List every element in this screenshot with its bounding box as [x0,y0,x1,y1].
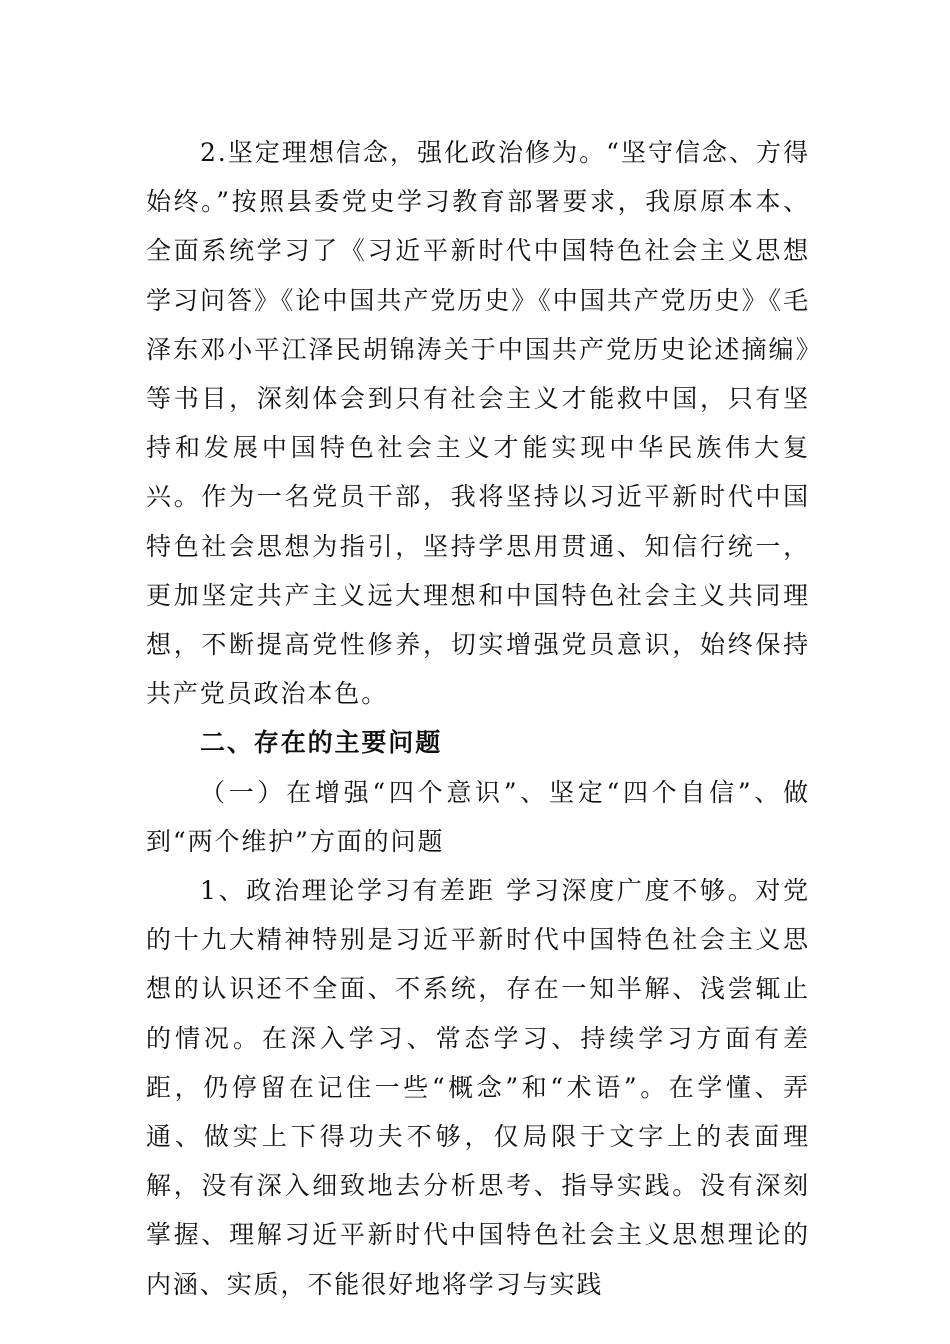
paragraph-ideals-and-beliefs: 2.坚定理想信念，强化政治修为。“坚守信念、方得始终。”按照县委党史学习教育部署要求，我原原本本、全面系统学习了《习近平新时代中国特色社会主义思想学习问答》《论中国共产党历史》《中国共产党历史》《毛泽东邓小平江泽民胡锦涛关于中国共产党历史论述摘编》等书目，深刻体会到只有社会主义才能救中国，只有坚持和发展中国特色社会主义才能实现中华民族伟大复兴。作为一名党员干部，我将坚持以习近平新时代中国特色社会思想为指引，坚持学思用贯通、知信行统一，更加坚定共产主义远大理想和中国特色社会主义共同理想，不断提高党性修养，切实增强党员意识，始终保持共产党员政治本色。 [146,138,810,709]
section-heading-main-problems: 二、存在的主要问题 [200,728,443,758]
paragraph-political-theory-study: 1、政治理论学习有差距 学习深度广度不够。对党的十九大精神特别是习近平新时代中国特色社会主义思想的认识还不全面、不系统，存在一知半解、浅尝辄止的情况。在深入学习、常态学习、持续学习方面有差距，仍停留在记住一些“概念”和“术语”。在学懂、弄通、做实上下得功夫不够，仅局限于文字上的表面理解，没有深入细致地去分析思考、指导实践。没有深刻掌握、理解习近平新时代中国特色社会主义思想理论的内涵、实质，不能很好地将学习与实践 [146,876,810,1299]
document-body [146,128,810,1309]
subsection-title-four-consciousness: （一）在增强“四个意识”、坚定“四个自信”、做到“两个维护”方面的问题 [146,777,810,856]
